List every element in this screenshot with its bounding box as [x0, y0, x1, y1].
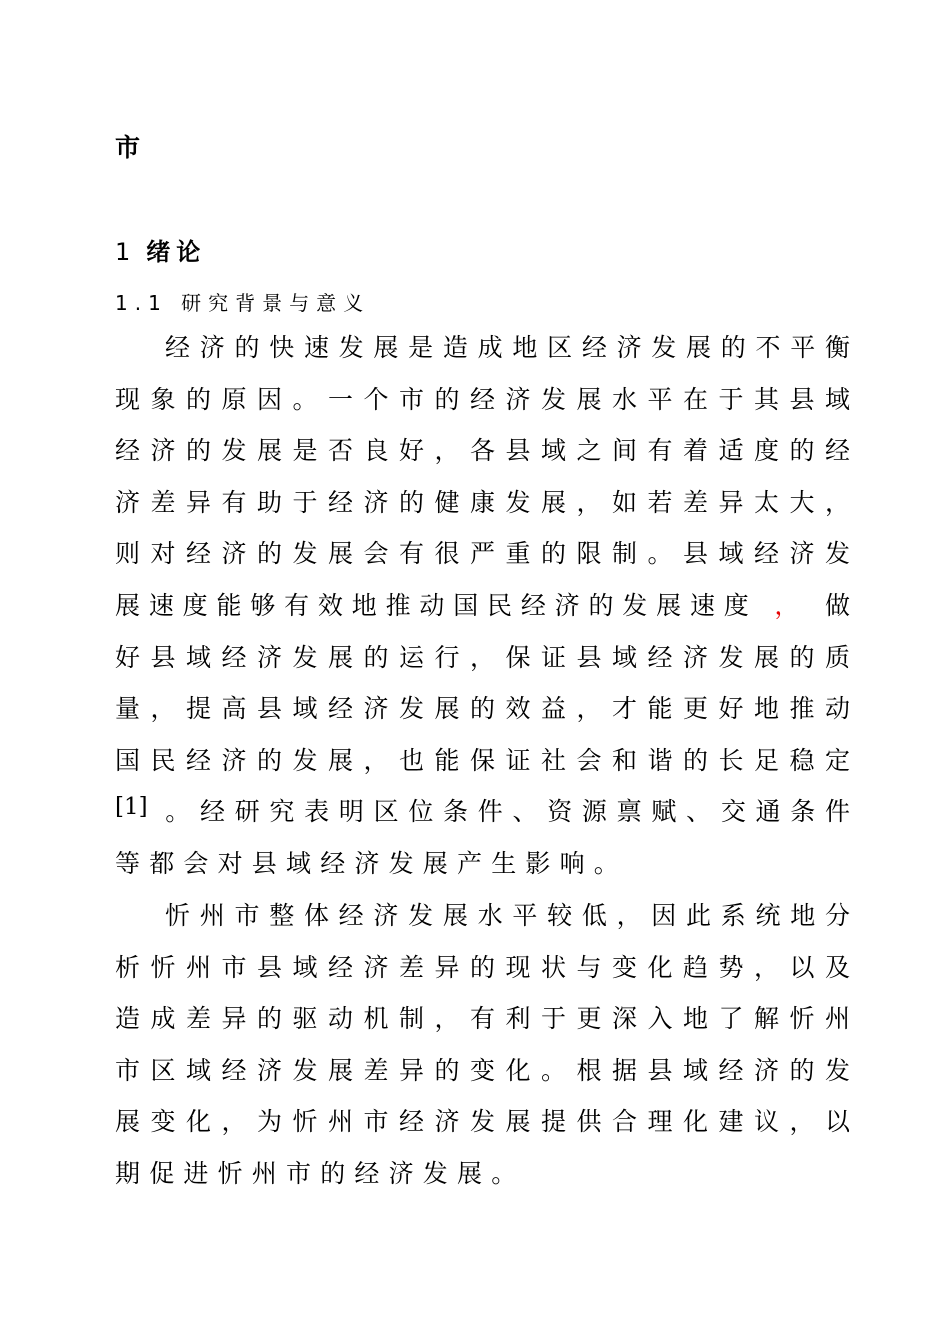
text-line: 经济的快速发展是造成地区经济发展的不平衡: [165, 333, 850, 362]
text-line: 市区域经济发展差异的变化。根据县域经济的发: [115, 1055, 850, 1085]
text-line: 现象的原因。一个市的经济发展水平在于其县域: [115, 384, 850, 414]
text-line: 等都会对县域经济发展产生影响。: [115, 848, 629, 878]
text-line: 好县域经济发展的运行，保证县域经济发展的质: [115, 642, 850, 672]
text-line: 忻州市整体经济发展水平较低，因此系统地分: [165, 901, 850, 930]
line-text: 展速度能够有效地推动国民经济的发展速度: [115, 590, 758, 620]
cover-title: 市: [115, 133, 141, 162]
text-line: 则对经济的发展会有很严重的限制。县域经济发: [115, 539, 850, 569]
chapter-title: 绪论: [146, 238, 207, 266]
text-line: [115, 786, 850, 838]
text-line: 期促进忻州市的经济发展。: [115, 1158, 526, 1188]
text-line: 济差异有助于经济的健康发展，如若差异太大，: [115, 487, 850, 517]
text-line: 析忻州市县域经济差异的现状与变化趋势，以及: [115, 952, 850, 982]
paragraph-purpose: [115, 890, 850, 1200]
paragraph-background: [115, 322, 850, 890]
section-heading: 1.1 研究背景与意义: [115, 291, 371, 315]
text-line: 经济的发展是否良好，各县域之间有着适度的经: [115, 436, 850, 466]
line-text: 。经研究表明区位条件、资源禀赋、交通条件: [165, 797, 850, 827]
chapter-number: 1: [115, 238, 137, 266]
text-line: 造成差异的驱动机制，有利于更深入地了解忻州: [115, 1004, 850, 1034]
text-line: [115, 580, 850, 632]
line-text: 做: [824, 590, 850, 620]
text-line: 展变化，为忻州市经济发展提供合理化建议，以: [115, 1107, 850, 1137]
citation-reference[interactable]: [1]: [115, 794, 148, 821]
text-line: 国民经济的发展，也能保证社会和谐的长足稳定: [115, 745, 850, 775]
highlighted-comma: ，: [774, 590, 809, 620]
text-line: 量，提高县域经济发展的效益，才能更好地推动: [115, 694, 850, 724]
chapter-heading: [115, 232, 206, 267]
